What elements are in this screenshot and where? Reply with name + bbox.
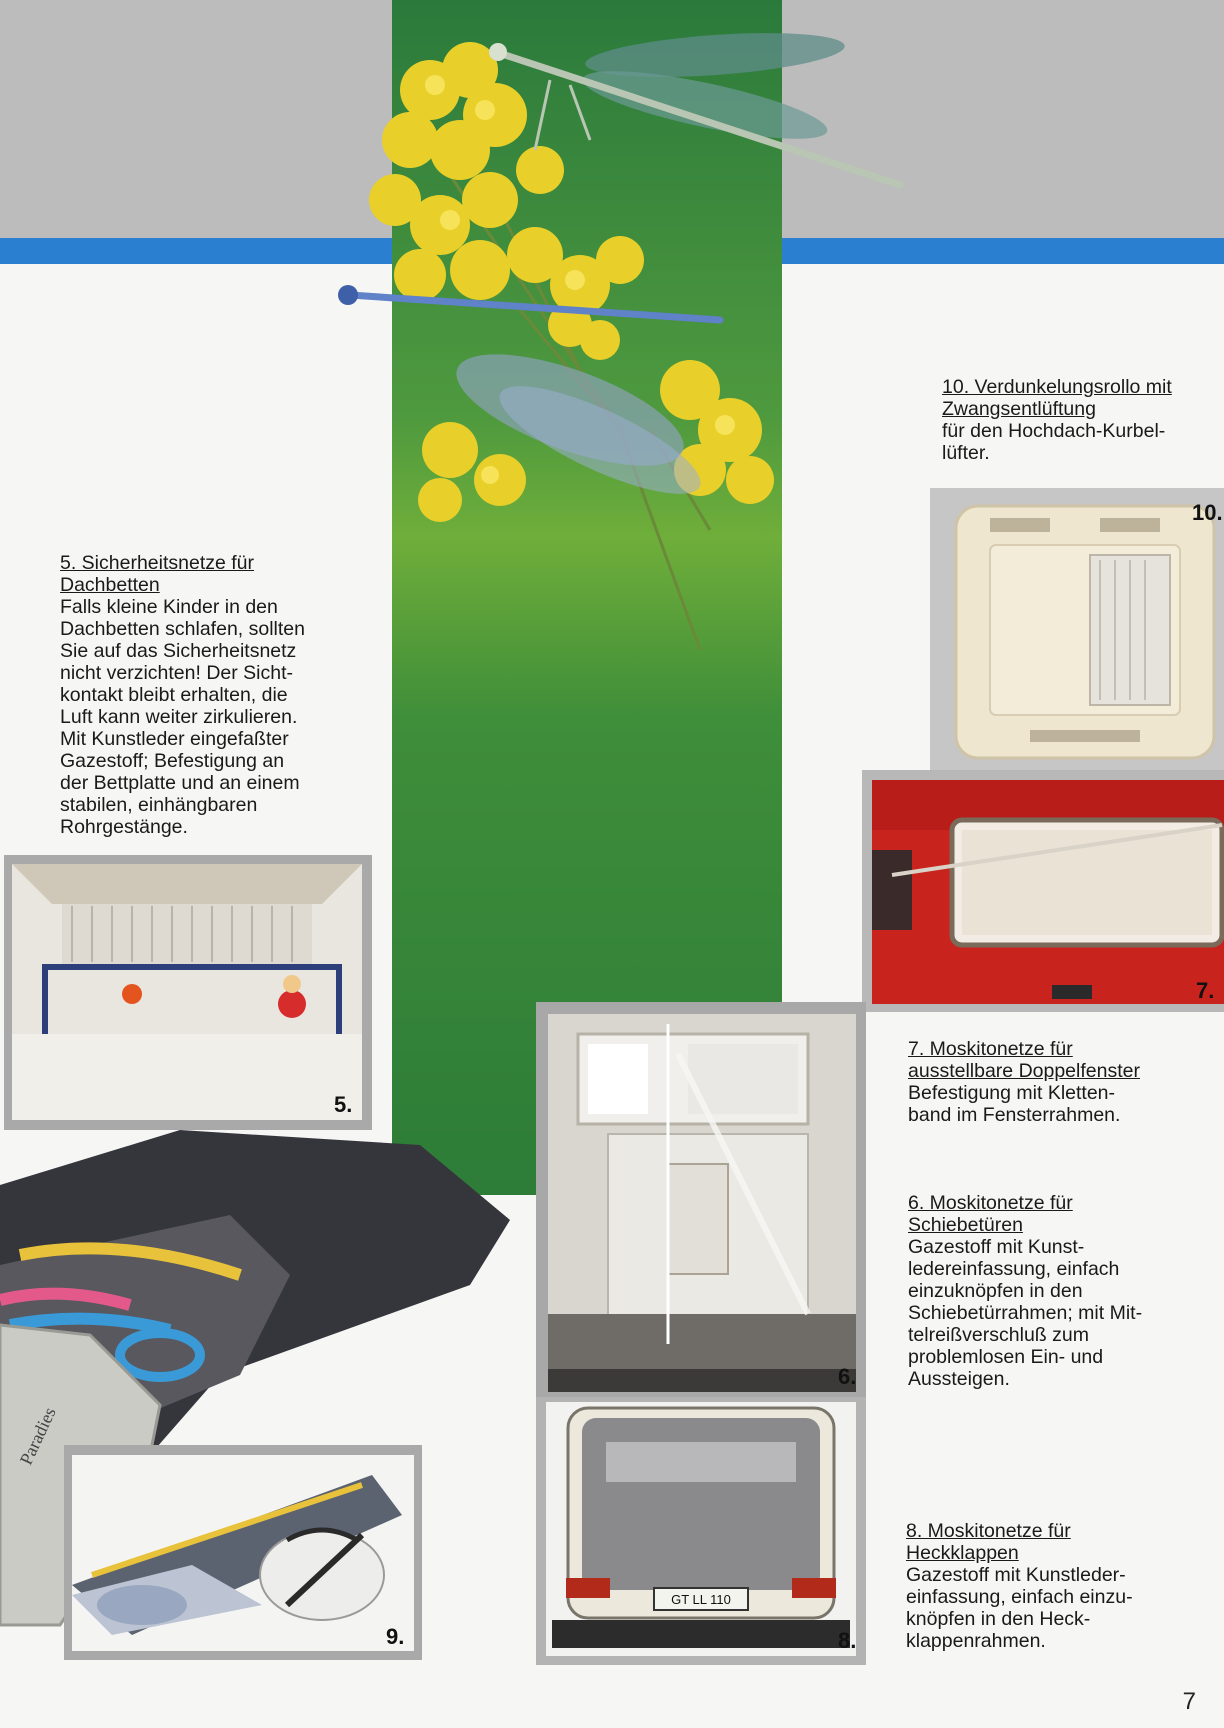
item8-text [906,1520,1206,1652]
item8-body-line: Gazestoff mit Kunstleder- [906,1564,1126,1586]
roof-vent-photo [950,500,1220,765]
item8-body-line: klappenrahmen. [906,1630,1046,1652]
item6-body-line: telreißverschluß zum [908,1324,1089,1346]
item5-photo-label: 5. [334,1092,353,1117]
item9-photo-label: 9. [386,1624,405,1649]
item10-body-line2: lüfter. [942,442,990,464]
item8-photo-label: 8. [838,1628,857,1653]
item5-heading-line1: 5. Sicherheitsnetze für [60,552,255,574]
item8-body-line: einfassung, einfach einzu- [906,1586,1133,1608]
item6-body-line: Gazestoff mit Kunst- [908,1236,1085,1258]
item7-heading-line2: ausstellbare Doppelfenster [908,1060,1140,1082]
item5-body-line: Luft kann weiter zirkulieren. [60,706,298,728]
item5-heading-line2: Dachbetten [60,574,160,596]
item5-body-line: Rohrgestänge. [60,816,188,838]
item10-heading-line2: Zwangsentlüftung [942,398,1096,420]
item5-body-line: Falls kleine Kinder in den [60,596,278,618]
item6-body-line: Schiebetürrahmen; mit Mit- [908,1302,1143,1324]
item5-text [60,552,390,838]
item7-body-line2: band im Fensterrahmen. [908,1104,1121,1126]
item10-body-line1: für den Hochdach-Kurbel- [942,420,1166,442]
item5-body-line: kontakt bleibt erhalten, die [60,684,288,706]
item7-text [908,1038,1218,1126]
item5-body-line: Sie auf das Sicherheitsnetz [60,640,297,662]
item7-heading-line1: 7. Moskitonetze für [908,1038,1073,1060]
item6-photo-label: 6. [838,1364,857,1389]
rear-hatch-net-photo [546,1402,856,1656]
item10-photo-label: 10. [1192,500,1223,525]
item5-body-line: nicht verzichten! Der Sicht- [60,662,294,684]
item6-body-line: ledereinfassung, einfach [908,1258,1120,1280]
item10-heading-line1: 10. Verdunkelungsrollo mit [942,376,1172,398]
item8-body-line: knöpfen in den Heck- [906,1608,1091,1630]
roof-bed-net-photo [12,864,362,1120]
item6-text [908,1192,1208,1390]
flowers-damselflies-photo [320,10,1000,670]
item8-heading-line2: Heckklappen [906,1542,1019,1564]
item6-body-line: einzuknöpfen in den [908,1280,1083,1302]
item5-body-line: stabilen, einhängbaren [60,794,258,816]
item5-body-line: Mit Kunstleder eingefaßter [60,728,289,750]
page-number: 7 [1182,1688,1196,1715]
item7-photo-label: 7. [1196,978,1215,1003]
item6-heading-line2: Schiebetüren [908,1214,1023,1236]
item6-body-line: Aussteigen. [908,1368,1010,1390]
item5-body-line: der Bettplatte und an einem [60,772,300,794]
item5-body-line: Gazestoff; Befestigung an [60,750,285,772]
item8-heading-line1: 8. Moskitonetze für [906,1520,1071,1542]
sliding-door-net-photo [548,1014,856,1392]
item6-heading-line1: 6. Moskitonetze für [908,1192,1073,1214]
rolled-bag-photo [72,1455,414,1651]
bag-brand-label: Paradies [15,1404,60,1468]
item6-body-line: problemlosen Ein- und [908,1346,1104,1368]
license-plate-text: GT LL 110 [671,1592,731,1607]
item7-body-line1: Befestigung mit Kletten- [908,1082,1116,1104]
item5-body-line: Dachbetten schlafen, sollten [60,618,305,640]
red-van-window-photo [872,780,1224,1004]
item10-text [942,376,1192,464]
